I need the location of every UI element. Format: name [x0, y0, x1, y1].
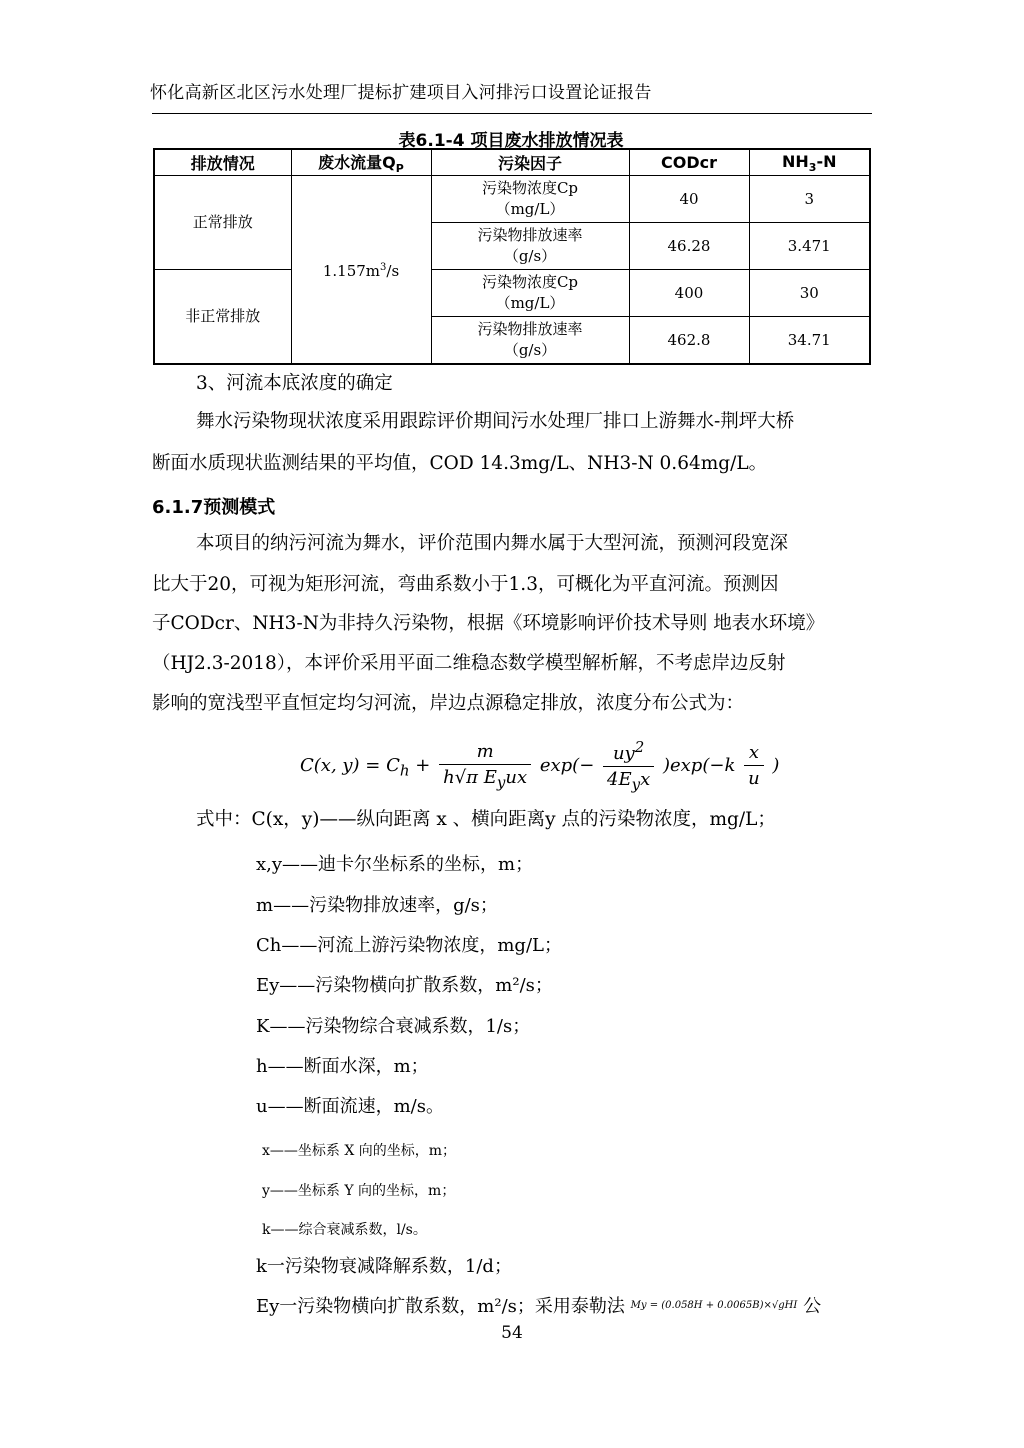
frac2-den-sub: y: [631, 775, 641, 794]
factor-line: 污染物浓度Cp: [481, 273, 579, 292]
section-line: （HJ2.3-2018），本评价采用平面二维稳态数学模型解析解，不考虑岸边反射: [152, 653, 786, 674]
definition-line: 式中：C(x，y)——纵向距离 x 、横向距离y 点的污染物浓度，mg/L；: [196, 809, 776, 830]
small-definition-line: y——坐标系 Y 向的坐标，m；: [262, 1183, 456, 1199]
section-heading: 6.1.7预测模式: [152, 497, 276, 518]
header-nh3: $NH_3-N$: [749, 149, 870, 176]
small-definition-line: k——综合衰减系数，l/s。: [262, 1222, 427, 1238]
header-cod: CODcr: [629, 149, 749, 176]
background-line-1: 舞水污染物现状浓度采用跟踪评价期间污水处理厂排口上游舞水-荆坪大桥: [196, 411, 795, 432]
factor-cell: [431, 317, 629, 365]
definition-line: h——断面水深，m；: [256, 1056, 429, 1077]
group-label-abnormal: 非正常排放: [154, 270, 291, 365]
frac2-numerator: [603, 738, 654, 767]
section-line: 本项目的纳污河流为舞水，评价范围内舞水属于大型河流，预测河段宽深: [196, 533, 789, 554]
definition-line: K——污染物综合衰减系数，1/s；: [256, 1016, 531, 1037]
definition-line: x,y——迪卡尔坐标系的坐标，m；: [256, 854, 534, 875]
formula-fraction-1: [439, 741, 531, 792]
page-number: 54: [501, 1323, 523, 1343]
frac2-denominator: [603, 767, 654, 794]
flow-value: $1.157m^3/s$: [291, 176, 431, 365]
frac2-den-text: 4E: [607, 769, 632, 790]
factor-line: 污染物排放速率: [477, 320, 583, 339]
emission-table: [153, 148, 871, 365]
formula-lhs: C(x, y) = C: [300, 754, 400, 776]
factor-cell: [431, 270, 629, 317]
header-factor: 污染因子: [431, 149, 629, 176]
header-emission-status: 排放情况: [154, 149, 291, 176]
frac1-denominator: [439, 765, 531, 792]
frac1-numerator: m: [439, 741, 531, 765]
group-label-normal: 正常排放: [154, 176, 291, 270]
ey-line-text: Ey一污染物横向扩散系数，m²/s；采用泰勒法: [256, 1296, 625, 1317]
factor-unit: （g/s）: [503, 247, 557, 266]
table-row: [154, 270, 870, 317]
formula-exp-1: exp(−: [539, 754, 595, 776]
taylor-formula: My = (0.058H + 0.0065B)×√gHI: [630, 1300, 798, 1311]
section-line: 子CODcr、NH3-N为非持久污染物，根据《环境影响评价技术导则 地表水环境》: [152, 613, 825, 634]
nh3-value: 34.71: [749, 317, 870, 365]
header-flow-label: 废水流量Q: [318, 153, 396, 172]
nh3-value: 30: [749, 270, 870, 317]
cod-value: 400: [629, 270, 749, 317]
factor-cell: [431, 223, 629, 270]
factor-line: 污染物排放速率: [477, 226, 583, 245]
definition-line: m——污染物排放速率，g/s；: [256, 895, 498, 916]
frac1-den-sub: y: [496, 773, 506, 792]
table-row: [154, 176, 870, 223]
frac2-num-text: uy: [612, 743, 635, 764]
document-header: 怀化高新区北区污水处理厂提标扩建项目入河排污口设置论证报告: [150, 83, 652, 103]
ey-line-tail: 公: [803, 1296, 822, 1317]
frac1-den-tail: ux: [505, 766, 528, 788]
header-divider: [152, 113, 872, 114]
background-heading: 3、河流本底浓度的确定: [196, 373, 393, 394]
frac2-den-tail: x: [640, 769, 651, 790]
cod-value: 40: [629, 176, 749, 223]
nh3-value: 3: [749, 176, 870, 223]
section-line: 比大于20，可视为矩形河流，弯曲系数小于1.3，可概化为平直河流。预测因: [152, 574, 779, 595]
header-flow: 废水流量$Q_P$: [291, 149, 431, 176]
factor-line: 污染物浓度Cp: [481, 179, 579, 198]
factor-unit: （mg/L）: [495, 200, 565, 219]
small-definition-line: x——坐标系 X 向的坐标，m；: [262, 1143, 457, 1159]
factor-unit: （g/s）: [503, 341, 557, 360]
frac2-num-sup: 2: [634, 738, 645, 756]
factor-cell: [431, 176, 629, 223]
definition-line: Ch——河流上游污染物浓度，mg/L；: [256, 935, 562, 956]
k-definition: k一污染物衰减降解系数，1/d；: [256, 1256, 512, 1277]
factor-unit: （mg/L）: [495, 294, 565, 313]
cod-value: 462.8: [629, 317, 749, 365]
ey-definition: [256, 1292, 821, 1318]
formula-lhs-sub: h: [399, 761, 410, 780]
table-caption: 表6.1-4 项目废水排放情况表: [398, 131, 624, 151]
definition-line: u——断面流速，m/s。: [256, 1096, 444, 1117]
formula-exp-2: )exp(−k: [662, 754, 736, 776]
nh3-value: 3.471: [749, 223, 870, 270]
frac3-denominator: u: [748, 768, 760, 790]
formula-fraction-3: [744, 742, 764, 789]
section-line: 影响的宽浅型平直恒定均匀河流，岸边点源稳定排放，浓度分布公式为：: [152, 693, 745, 714]
cod-value: 46.28: [629, 223, 749, 270]
table-header-row: [154, 149, 870, 176]
frac1-den-text: h√π E: [443, 766, 497, 788]
background-line-2: 断面水质现状监测结果的平均值，COD 14.3mg/L、NH3-N 0.64mg/L。: [152, 453, 768, 474]
definition-line: Ey——污染物横向扩散系数，m²/s；: [256, 975, 553, 996]
concentration-formula: C(x, $y) = C_h$ + $\frac{m}{h√\pi E_yux}$ exp(− $\frac{uy^2}{4E_yx}$ )exp(−k $\frac{x}{u}$ ): [300, 738, 780, 794]
formula-fraction-2: [603, 738, 654, 794]
formula-close: ): [772, 754, 780, 776]
frac3-numerator: x: [744, 742, 764, 766]
